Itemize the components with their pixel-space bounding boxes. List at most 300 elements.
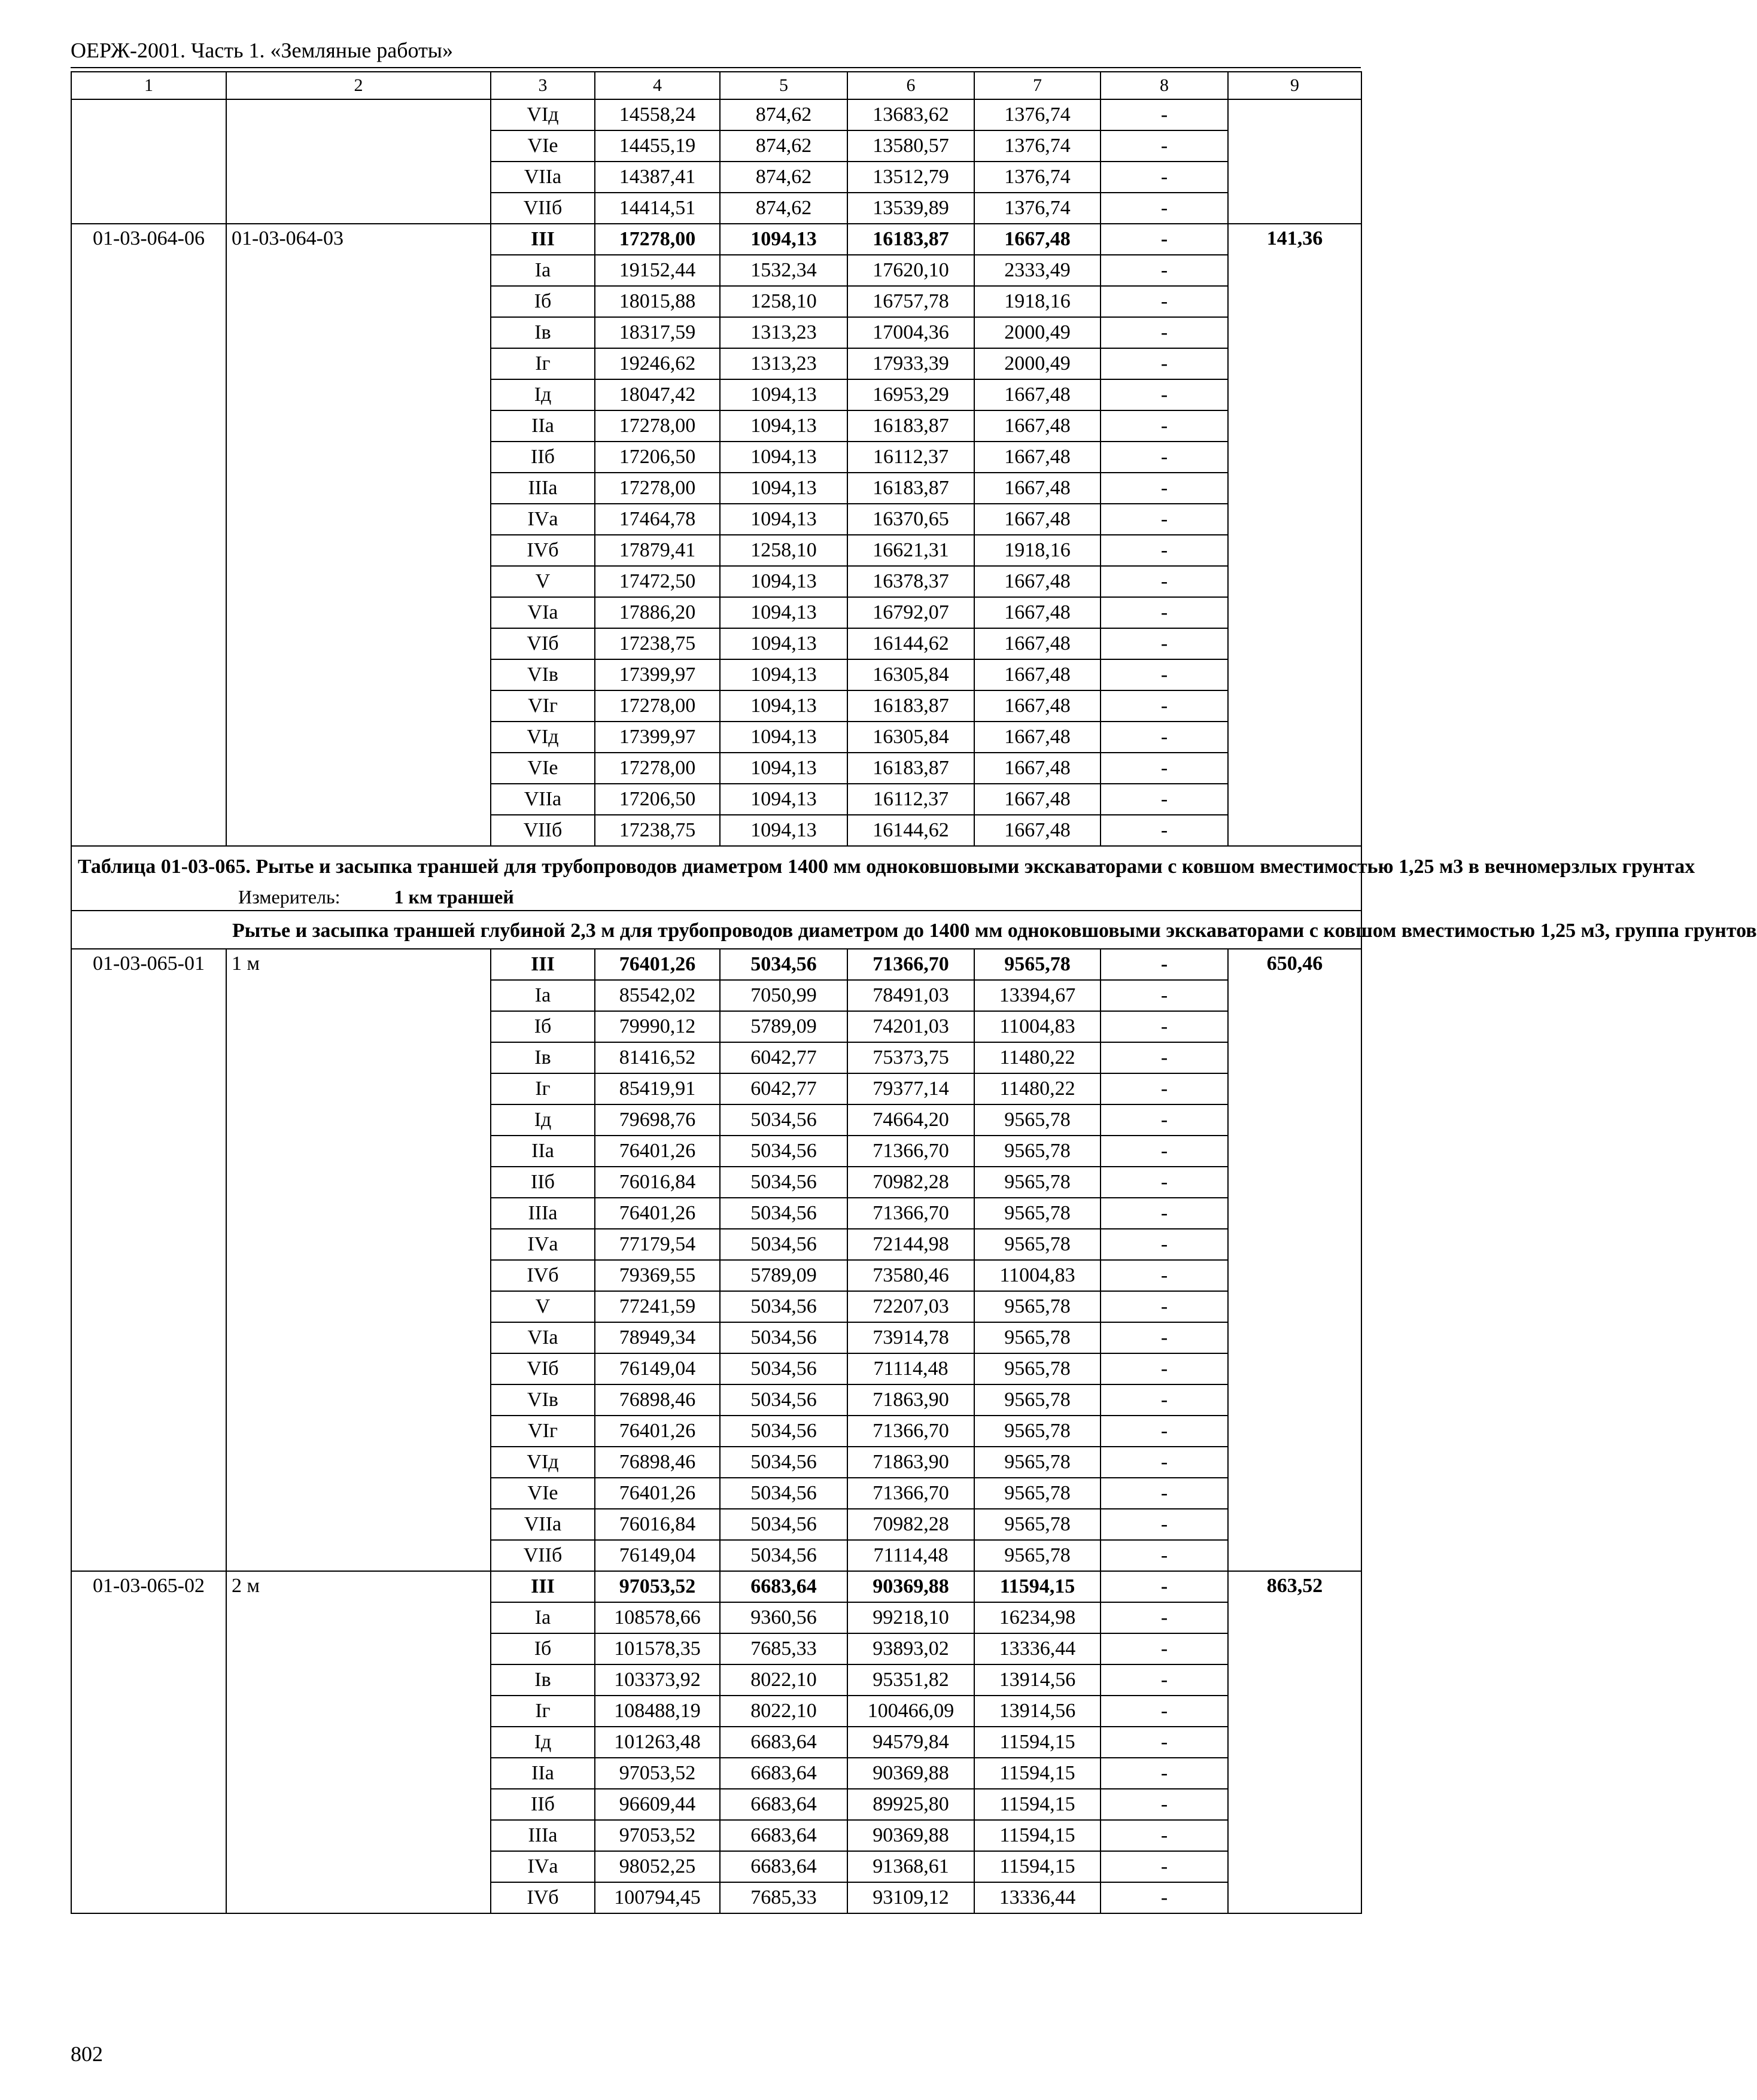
machine-cost: 16144,62 xyxy=(847,815,974,846)
materials-cost: - xyxy=(1101,193,1228,224)
machinist-wage: 1667,48 xyxy=(974,722,1101,753)
materials-cost: - xyxy=(1101,1571,1228,1602)
materials-cost: - xyxy=(1101,815,1228,846)
machinist-wage: 9565,78 xyxy=(974,1104,1101,1136)
soil-group: VIе xyxy=(491,753,595,784)
materials-cost: - xyxy=(1101,473,1228,504)
labor-cost: 1094,13 xyxy=(720,815,847,846)
table-row xyxy=(71,1571,1361,1602)
machine-cost: 16621,31 xyxy=(847,535,974,566)
materials-cost: - xyxy=(1101,753,1228,784)
machine-cost: 16183,87 xyxy=(847,753,974,784)
machine-cost: 16112,37 xyxy=(847,784,974,815)
soil-group: IVб xyxy=(491,535,595,566)
materials-cost: - xyxy=(1101,410,1228,442)
machine-cost: 91368,61 xyxy=(847,1851,974,1882)
materials-cost: - xyxy=(1101,1167,1228,1198)
machine-cost: 71863,90 xyxy=(847,1447,974,1478)
machinist-wage: 11480,22 xyxy=(974,1042,1101,1073)
machine-cost: 71366,70 xyxy=(847,949,974,980)
labor-cost: 874,62 xyxy=(720,193,847,224)
direct-cost: 17399,97 xyxy=(595,722,720,753)
materials-cost: - xyxy=(1101,1198,1228,1229)
column-number: 5 xyxy=(720,72,847,99)
materials-cost: - xyxy=(1101,1042,1228,1073)
column-number: 8 xyxy=(1101,72,1228,99)
labor-cost: 5034,56 xyxy=(720,1540,847,1571)
column-number: 3 xyxy=(491,72,595,99)
materials-cost: - xyxy=(1101,1664,1228,1696)
machinist-wage: 9565,78 xyxy=(974,1416,1101,1447)
direct-cost: 76401,26 xyxy=(595,1198,720,1229)
materials-cost: - xyxy=(1101,1104,1228,1136)
soil-group: Iб xyxy=(491,1633,595,1664)
machinist-wage: 11594,15 xyxy=(974,1571,1101,1602)
labor-cost: 1094,13 xyxy=(720,753,847,784)
materials-cost: - xyxy=(1101,1851,1228,1882)
labor-cost: 874,62 xyxy=(720,130,847,162)
materials-cost: - xyxy=(1101,1384,1228,1416)
machine-cost: 72144,98 xyxy=(847,1229,974,1260)
column-number: 6 xyxy=(847,72,974,99)
direct-cost: 101578,35 xyxy=(595,1633,720,1664)
soil-group: Iа xyxy=(491,1602,595,1633)
machine-cost: 71366,70 xyxy=(847,1416,974,1447)
soil-group: VIг xyxy=(491,690,595,722)
labor-cost: 6683,64 xyxy=(720,1758,847,1789)
machinist-wage: 2000,49 xyxy=(974,317,1101,348)
labor-cost: 5789,09 xyxy=(720,1260,847,1291)
direct-cost: 17238,75 xyxy=(595,628,720,659)
machinist-wage: 1667,48 xyxy=(974,566,1101,597)
measure-line xyxy=(78,881,1355,909)
machinist-wage: 9565,78 xyxy=(974,1167,1101,1198)
soil-group: III xyxy=(491,949,595,980)
direct-cost: 77241,59 xyxy=(595,1291,720,1322)
direct-cost: 17278,00 xyxy=(595,690,720,722)
labor-cost: 5034,56 xyxy=(720,1353,847,1384)
soil-group: Iд xyxy=(491,1104,595,1136)
labor-cost: 5034,56 xyxy=(720,1416,847,1447)
labor-cost: 8022,10 xyxy=(720,1696,847,1727)
machinist-wage: 1918,16 xyxy=(974,535,1101,566)
soil-group: Iг xyxy=(491,348,595,379)
column-number: 1 xyxy=(71,72,226,99)
labor-cost: 7685,33 xyxy=(720,1633,847,1664)
column-number: 9 xyxy=(1228,72,1361,99)
direct-cost: 17879,41 xyxy=(595,535,720,566)
soil-group: VIв xyxy=(491,659,595,690)
labor-cost: 6683,64 xyxy=(720,1851,847,1882)
measure-value: 1 км траншей xyxy=(394,886,514,908)
soil-group: V xyxy=(491,566,595,597)
machine-cost: 16144,62 xyxy=(847,628,974,659)
materials-cost: - xyxy=(1101,1882,1228,1913)
soil-group: VIе xyxy=(491,130,595,162)
direct-cost: 76401,26 xyxy=(595,1136,720,1167)
labor-cost: 5789,09 xyxy=(720,1011,847,1042)
machine-cost: 16305,84 xyxy=(847,722,974,753)
machinist-wage: 11004,83 xyxy=(974,1011,1101,1042)
labor-cost: 5034,56 xyxy=(720,1322,847,1353)
materials-cost: - xyxy=(1101,348,1228,379)
machine-cost: 74201,03 xyxy=(847,1011,974,1042)
direct-cost: 103373,92 xyxy=(595,1664,720,1696)
machine-cost: 78491,03 xyxy=(847,980,974,1011)
machinist-wage: 9565,78 xyxy=(974,949,1101,980)
labor-cost: 5034,56 xyxy=(720,1104,847,1136)
soil-group: IVа xyxy=(491,1229,595,1260)
rate-code: 01-03-064-06 xyxy=(71,224,226,846)
materials-cost: - xyxy=(1101,628,1228,659)
running-header: ОЕРЖ-2001. Часть 1. «Земляные работы» xyxy=(71,38,453,62)
labor-cost: 1094,13 xyxy=(720,224,847,255)
materials-cost: - xyxy=(1101,224,1228,255)
machine-cost: 17620,10 xyxy=(847,255,974,286)
soil-group: VIIа xyxy=(491,162,595,193)
soil-group: VIIб xyxy=(491,815,595,846)
rate-reference xyxy=(226,99,491,224)
labor-cost: 1094,13 xyxy=(720,628,847,659)
machinist-wage: 13394,67 xyxy=(974,980,1101,1011)
materials-cost: - xyxy=(1101,1322,1228,1353)
soil-group: Iв xyxy=(491,1664,595,1696)
labor-cost: 5034,56 xyxy=(720,1136,847,1167)
soil-group: Iб xyxy=(491,286,595,317)
direct-cost: 108578,66 xyxy=(595,1602,720,1633)
soil-group: IIб xyxy=(491,442,595,473)
machine-cost: 16183,87 xyxy=(847,410,974,442)
machinist-wage: 1667,48 xyxy=(974,753,1101,784)
column-number: 4 xyxy=(595,72,720,99)
direct-cost: 17278,00 xyxy=(595,753,720,784)
table-row xyxy=(71,949,1361,980)
materials-cost: - xyxy=(1101,690,1228,722)
direct-cost: 79369,55 xyxy=(595,1260,720,1291)
materials-cost: - xyxy=(1101,379,1228,410)
soil-group: VIа xyxy=(491,597,595,628)
machinist-wage: 9565,78 xyxy=(974,1384,1101,1416)
machine-cost: 90369,88 xyxy=(847,1571,974,1602)
direct-cost: 14455,19 xyxy=(595,130,720,162)
soil-group: IIIа xyxy=(491,1820,595,1851)
direct-cost: 19246,62 xyxy=(595,348,720,379)
labor-cost: 6683,64 xyxy=(720,1820,847,1851)
direct-cost: 17886,20 xyxy=(595,597,720,628)
page-number: 802 xyxy=(71,2042,103,2066)
direct-cost: 17399,97 xyxy=(595,659,720,690)
materials-cost: - xyxy=(1101,1727,1228,1758)
materials-cost: - xyxy=(1101,1540,1228,1571)
machine-cost: 16183,87 xyxy=(847,473,974,504)
labor-cost: 1313,23 xyxy=(720,348,847,379)
machinist-wage: 9565,78 xyxy=(974,1353,1101,1384)
soil-group: Iг xyxy=(491,1073,595,1104)
machinist-wage: 1667,48 xyxy=(974,410,1101,442)
labor-cost: 1094,13 xyxy=(720,597,847,628)
machine-cost: 16757,78 xyxy=(847,286,974,317)
materials-cost: - xyxy=(1101,1353,1228,1384)
machinist-wage: 11480,22 xyxy=(974,1073,1101,1104)
materials-cost: - xyxy=(1101,1820,1228,1851)
materials-cost: - xyxy=(1101,1136,1228,1167)
labor-cost: 1094,13 xyxy=(720,784,847,815)
materials-cost: - xyxy=(1101,1260,1228,1291)
soil-group: VIд xyxy=(491,99,595,130)
materials-cost: - xyxy=(1101,162,1228,193)
machinist-wage: 1376,74 xyxy=(974,99,1101,130)
table-title-cell xyxy=(71,846,1695,911)
rate-reference: 1 м xyxy=(226,949,491,1571)
labor-cost: 5034,56 xyxy=(720,1198,847,1229)
machinist-wage: 1667,48 xyxy=(974,442,1101,473)
labor-cost: 5034,56 xyxy=(720,1509,847,1540)
machine-cost: 95351,82 xyxy=(847,1664,974,1696)
machine-cost: 71114,48 xyxy=(847,1540,974,1571)
direct-cost: 14387,41 xyxy=(595,162,720,193)
machine-cost: 17933,39 xyxy=(847,348,974,379)
soil-group: VIб xyxy=(491,1353,595,1384)
labor-cost: 1094,13 xyxy=(720,379,847,410)
materials-cost: - xyxy=(1101,1447,1228,1478)
direct-cost: 76898,46 xyxy=(595,1447,720,1478)
direct-cost: 17472,50 xyxy=(595,566,720,597)
machine-cost: 73914,78 xyxy=(847,1322,974,1353)
direct-cost: 85419,91 xyxy=(595,1073,720,1104)
column-number-row xyxy=(71,72,1361,99)
section-heading-row xyxy=(71,911,1361,949)
materials-cost: - xyxy=(1101,1789,1228,1820)
materials-cost: - xyxy=(1101,722,1228,753)
machinist-wage: 11594,15 xyxy=(974,1727,1101,1758)
soil-group: IIб xyxy=(491,1167,595,1198)
direct-cost: 101263,48 xyxy=(595,1727,720,1758)
norms-table xyxy=(71,71,1757,1914)
labor-cost: 1258,10 xyxy=(720,286,847,317)
direct-cost: 97053,52 xyxy=(595,1571,720,1602)
labor-cost: 9360,56 xyxy=(720,1602,847,1633)
soil-group: IIIа xyxy=(491,473,595,504)
machine-cost: 71863,90 xyxy=(847,1384,974,1416)
machine-cost: 71114,48 xyxy=(847,1353,974,1384)
machine-cost: 16370,65 xyxy=(847,504,974,535)
labor-cost: 7050,99 xyxy=(720,980,847,1011)
machinist-wage: 1667,48 xyxy=(974,628,1101,659)
machine-cost: 73580,46 xyxy=(847,1260,974,1291)
direct-cost: 17238,75 xyxy=(595,815,720,846)
materials-cost: - xyxy=(1101,1011,1228,1042)
direct-cost: 17278,00 xyxy=(595,410,720,442)
rate-code: 01-03-065-02 xyxy=(71,1571,226,1913)
machine-cost: 16183,87 xyxy=(847,224,974,255)
direct-cost: 76149,04 xyxy=(595,1540,720,1571)
machinist-wage: 1667,48 xyxy=(974,690,1101,722)
direct-cost: 14414,51 xyxy=(595,193,720,224)
soil-group: Iа xyxy=(491,980,595,1011)
labor-cost: 5034,56 xyxy=(720,1229,847,1260)
soil-group: VIIб xyxy=(491,1540,595,1571)
rate-reference: 01-03-064-03 xyxy=(226,224,491,846)
soil-group: Iд xyxy=(491,1727,595,1758)
machine-cost: 93893,02 xyxy=(847,1633,974,1664)
machinist-wage: 1918,16 xyxy=(974,286,1101,317)
column-number: 7 xyxy=(974,72,1101,99)
soil-group: IIб xyxy=(491,1789,595,1820)
soil-group: VIа xyxy=(491,1322,595,1353)
machine-cost: 70982,28 xyxy=(847,1509,974,1540)
machinist-wage: 9565,78 xyxy=(974,1322,1101,1353)
header-rule xyxy=(71,67,1361,68)
labor-cost: 1094,13 xyxy=(720,690,847,722)
rate-code: 01-03-065-01 xyxy=(71,949,226,1571)
machinist-wage: 2000,49 xyxy=(974,348,1101,379)
labor-cost: 1532,34 xyxy=(720,255,847,286)
machine-cost: 13512,79 xyxy=(847,162,974,193)
machinist-wage: 13336,44 xyxy=(974,1882,1101,1913)
labor-cost: 1094,13 xyxy=(720,410,847,442)
rate-code xyxy=(71,99,226,224)
materials-cost: - xyxy=(1101,504,1228,535)
machinist-wage: 1376,74 xyxy=(974,130,1101,162)
soil-group: VIб xyxy=(491,628,595,659)
materials-cost: - xyxy=(1101,1696,1228,1727)
machinist-wage: 1667,48 xyxy=(974,659,1101,690)
materials-cost: - xyxy=(1101,255,1228,286)
materials-cost: - xyxy=(1101,1229,1228,1260)
machinist-wage: 1667,48 xyxy=(974,815,1101,846)
table-body xyxy=(71,72,1757,1913)
soil-group: VIIб xyxy=(491,193,595,224)
column-number: 2 xyxy=(226,72,491,99)
machine-cost: 16183,87 xyxy=(847,690,974,722)
soil-group: Iб xyxy=(491,1011,595,1042)
soil-group: VIе xyxy=(491,1478,595,1509)
machine-cost: 16792,07 xyxy=(847,597,974,628)
machine-cost: 89925,80 xyxy=(847,1789,974,1820)
machine-cost: 90369,88 xyxy=(847,1758,974,1789)
direct-cost: 81416,52 xyxy=(595,1042,720,1073)
materials-cost: - xyxy=(1101,535,1228,566)
machinist-wage: 13914,56 xyxy=(974,1696,1101,1727)
machinist-wage: 1376,74 xyxy=(974,193,1101,224)
direct-cost: 76401,26 xyxy=(595,949,720,980)
direct-cost: 76149,04 xyxy=(595,1353,720,1384)
machine-cost: 17004,36 xyxy=(847,317,974,348)
materials-cost: - xyxy=(1101,1073,1228,1104)
direct-cost: 17278,00 xyxy=(595,473,720,504)
labor-cost: 1094,13 xyxy=(720,473,847,504)
soil-group: IIIа xyxy=(491,1198,595,1229)
labor-cost: 1094,13 xyxy=(720,504,847,535)
machine-cost: 70982,28 xyxy=(847,1167,974,1198)
machinist-wage: 11594,15 xyxy=(974,1851,1101,1882)
direct-cost: 108488,19 xyxy=(595,1696,720,1727)
machine-cost: 13539,89 xyxy=(847,193,974,224)
soil-group: III xyxy=(491,1571,595,1602)
machine-cost: 99218,10 xyxy=(847,1602,974,1633)
materials-cost: - xyxy=(1101,784,1228,815)
machine-cost: 16112,37 xyxy=(847,442,974,473)
soil-group: IIа xyxy=(491,1136,595,1167)
materials-cost: - xyxy=(1101,1291,1228,1322)
labor-hours: 863,52 xyxy=(1228,1571,1361,1913)
direct-cost: 77179,54 xyxy=(595,1229,720,1260)
direct-cost: 100794,45 xyxy=(595,1882,720,1913)
machinist-wage: 11594,15 xyxy=(974,1789,1101,1820)
machinist-wage: 1667,48 xyxy=(974,597,1101,628)
soil-group: III xyxy=(491,224,595,255)
machinist-wage: 11594,15 xyxy=(974,1820,1101,1851)
section-heading: Рытье и засыпка траншей глубиной 2,3 м для трубопроводов диаметром до 1400 мм одноковшовыми экскаваторами с ковшом вместимостью 1,25 м3, группа грунтов xyxy=(71,911,1361,949)
direct-cost: 79698,76 xyxy=(595,1104,720,1136)
materials-cost: - xyxy=(1101,1478,1228,1509)
machine-cost: 16305,84 xyxy=(847,659,974,690)
direct-cost: 18015,88 xyxy=(595,286,720,317)
machinist-wage: 1667,48 xyxy=(974,473,1101,504)
machinist-wage: 1667,48 xyxy=(974,504,1101,535)
labor-cost: 1313,23 xyxy=(720,317,847,348)
soil-group: IIа xyxy=(491,410,595,442)
machinist-wage: 16234,98 xyxy=(974,1602,1101,1633)
machine-cost: 94579,84 xyxy=(847,1727,974,1758)
rate-reference: 2 м xyxy=(226,1571,491,1913)
machinist-wage: 1376,74 xyxy=(974,162,1101,193)
direct-cost: 96609,44 xyxy=(595,1789,720,1820)
materials-cost: - xyxy=(1101,286,1228,317)
labor-cost: 874,62 xyxy=(720,162,847,193)
machinist-wage: 9565,78 xyxy=(974,1509,1101,1540)
machine-cost: 72207,03 xyxy=(847,1291,974,1322)
materials-cost: - xyxy=(1101,442,1228,473)
machinist-wage: 11594,15 xyxy=(974,1758,1101,1789)
machine-cost: 71366,70 xyxy=(847,1198,974,1229)
labor-cost: 874,62 xyxy=(720,99,847,130)
labor-cost: 1094,13 xyxy=(720,566,847,597)
materials-cost: - xyxy=(1101,1416,1228,1447)
direct-cost: 97053,52 xyxy=(595,1758,720,1789)
labor-cost: 6042,77 xyxy=(720,1073,847,1104)
direct-cost: 76016,84 xyxy=(595,1509,720,1540)
machine-cost: 75373,75 xyxy=(847,1042,974,1073)
soil-group: V xyxy=(491,1291,595,1322)
direct-cost: 98052,25 xyxy=(595,1851,720,1882)
labor-cost: 5034,56 xyxy=(720,949,847,980)
direct-cost: 17278,00 xyxy=(595,224,720,255)
soil-group: VIIа xyxy=(491,1509,595,1540)
soil-group: IVа xyxy=(491,1851,595,1882)
machinist-wage: 1667,48 xyxy=(974,784,1101,815)
labor-cost: 6683,64 xyxy=(720,1571,847,1602)
machinist-wage: 13914,56 xyxy=(974,1664,1101,1696)
table-row xyxy=(71,224,1361,255)
direct-cost: 85542,02 xyxy=(595,980,720,1011)
direct-cost: 17464,78 xyxy=(595,504,720,535)
machine-cost: 93109,12 xyxy=(847,1882,974,1913)
labor-cost: 8022,10 xyxy=(720,1664,847,1696)
soil-group: Iг xyxy=(491,1696,595,1727)
labor-cost: 7685,33 xyxy=(720,1882,847,1913)
labor-cost: 5034,56 xyxy=(720,1447,847,1478)
direct-cost: 17206,50 xyxy=(595,442,720,473)
soil-group: VIв xyxy=(491,1384,595,1416)
machine-cost: 74664,20 xyxy=(847,1104,974,1136)
soil-group: VIд xyxy=(491,1447,595,1478)
table-title: Таблица 01-03-065. Рытье и засыпка траншей для трубопроводов диаметром 1400 мм одноковшовыми экскаваторами с ковшом вместимостью 1,25 м3 в вечномерзлых грунтах xyxy=(78,856,1695,878)
materials-cost: - xyxy=(1101,980,1228,1011)
machinist-wage: 9565,78 xyxy=(974,1291,1101,1322)
machine-cost: 13683,62 xyxy=(847,99,974,130)
labor-cost: 6683,64 xyxy=(720,1727,847,1758)
